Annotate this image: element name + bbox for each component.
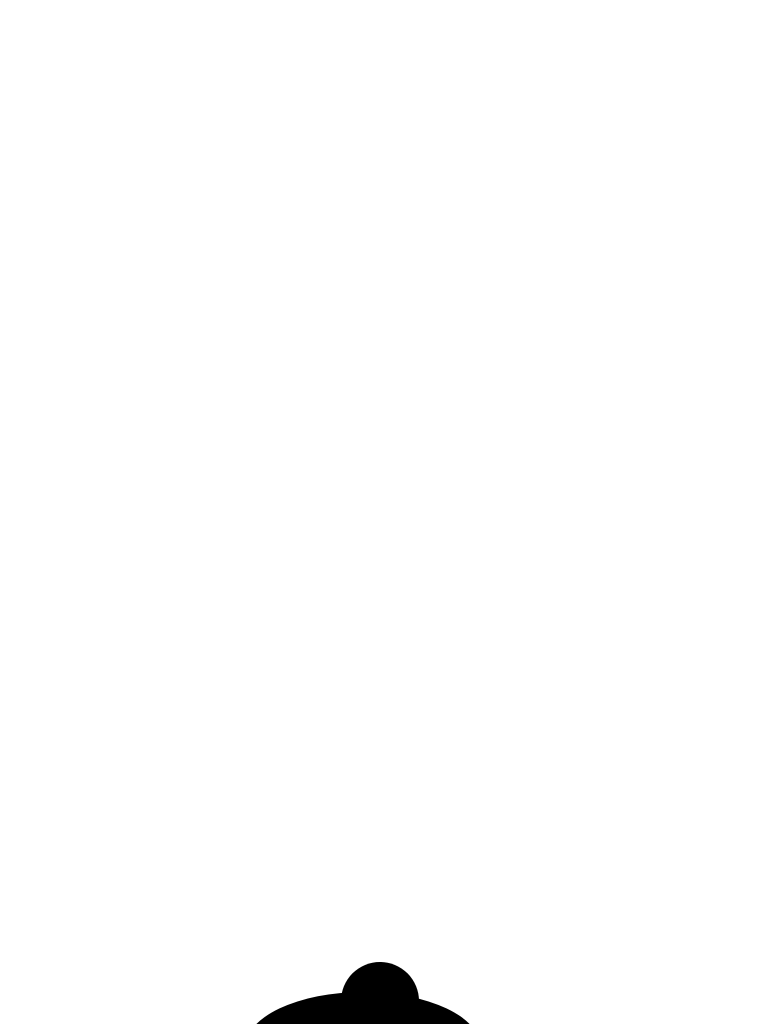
inventory-types-diagram: [0, 880, 768, 1024]
slide-title: [0, 0, 768, 384]
raw-material-node: [341, 962, 419, 1024]
slide-types: [0, 880, 768, 1024]
slide-meaning: [0, 384, 768, 864]
